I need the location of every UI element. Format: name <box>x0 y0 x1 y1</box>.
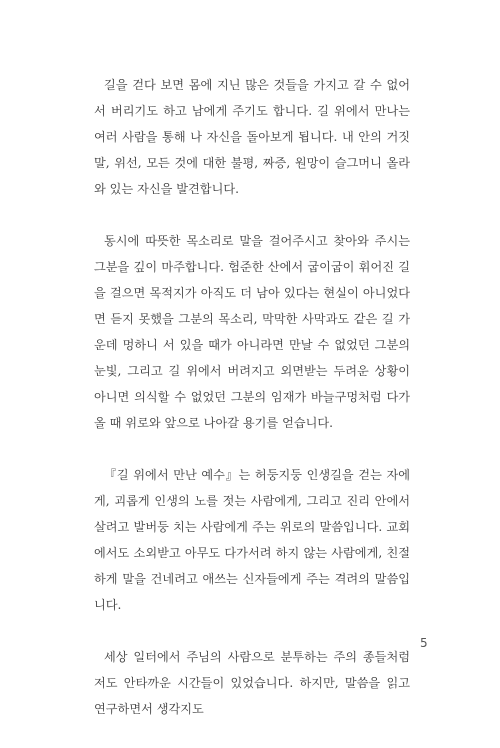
paragraph-3: 『길 위에서 만난 예수』는 허둥지둥 인생길을 걷는 자에게, 괴롭게 인생의 노를 젓는 사람에게, 그리고 진리 안에서 살려고 발버둥 치는 사람에게 주는 위로의 말씀입니다. 교회에서도 소외받고 아무도 다가서려 하지 않는 사람에게, 친절하게 말을 건네려고 애쓰는 신자들에게 주는 격려의 말씀입니다. <box>94 468 410 612</box>
paragraph-4: 세상 일터에서 주님의 사람으로 분투하는 주의 종들처럼 저도 안타까운 시간들이 있었습니다. 하지만, 말씀을 읽고 연구하면서 생각지도 <box>94 650 410 716</box>
body-text <box>94 72 410 748</box>
paragraph-2: 동시에 따뜻한 목소리로 말을 걸어주시고 찾아와 주시는 그분을 깊이 마주합니다. 험준한 산에서 굽이굽이 휘어진 길을 걸으면 목적지가 아직도 더 남아 있다는 현실이 아니었다면 듣지 못했을 그분의 목소리, 막막한 사막과도 같은 길 가운데 멍하니 서 있을 때가 아니라면 만날 수 없었던 그분의 눈빛, 그리고 길 위에서 버려지고 외면받는 두려운 상황이 아니면 의식할 수 없었던 그분의 임재가 바늘구멍처럼 다가올 때 위로와 앞으로 나아갈 용기를 얻습니다. <box>94 234 410 430</box>
paragraph-1: 길을 걷다 보면 몸에 지닌 많은 것들을 가지고 갈 수 없어서 버리기도 하고 남에게 주기도 합니다. 길 위에서 만나는 여러 사람을 통해 나 자신을 돌아보게 됩니다. 내 안의 거짓말, 위선, 모든 것에 대한 불평, 짜증, 원망이 슬그머니 올라와 있는 자신을 발견합니다. <box>94 78 410 196</box>
page-number: 5 <box>420 636 428 650</box>
